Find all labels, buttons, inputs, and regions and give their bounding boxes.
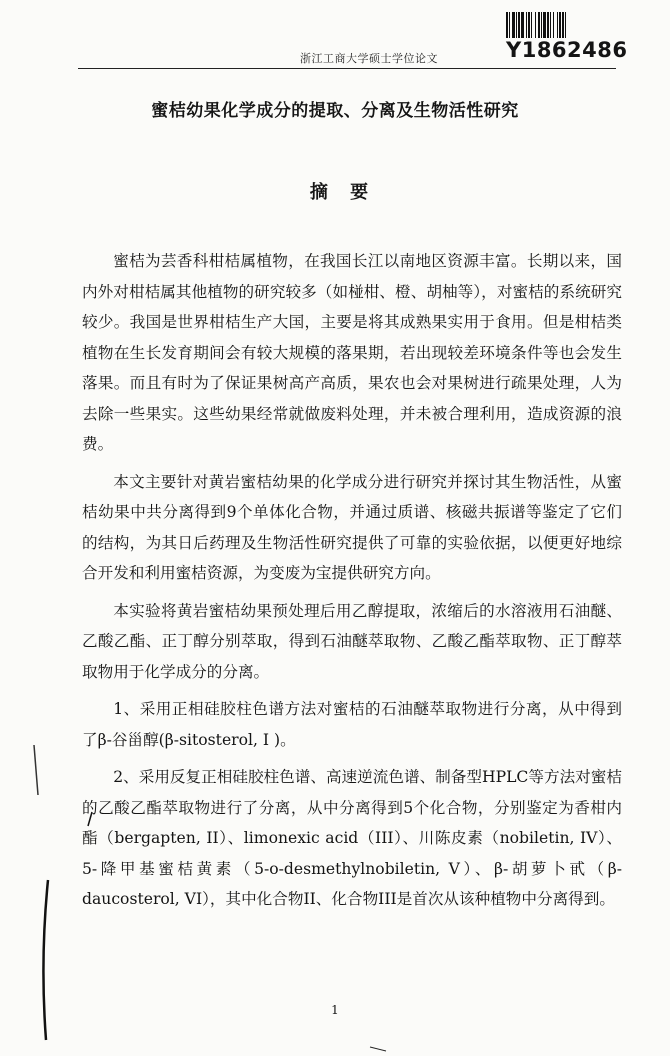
abstract-paragraph-3: 本实验将黄岩蜜桔幼果预处理后用乙醇提取，浓缩后的水溶液用石油醚、乙酸乙酯、正丁醇分别萃取，得到石油醚萃取物、乙酸乙酯萃取物、正丁醇萃取物用于化学成分的分离。 bbox=[82, 601, 622, 681]
abstract-heading: 摘 要 bbox=[309, 182, 377, 203]
abstract-paragraph-2: 本文主要针对黄岩蜜桔幼果的化学成分进行研究并探讨其生物活性，从蜜桔幼果中共分离得到9个单体化合物，并通过质谱、核磁共振谱等鉴定了它们的结构，为其日后药理及生物活性研究提供了可靠的实验依据，以便更好地综合开发和利用蜜桔资源，为变废为宝提供研究方向。 bbox=[82, 472, 622, 582]
page-number: 1 bbox=[331, 1003, 339, 1017]
header-school-name: 浙江工商大学硕士学位论文 bbox=[300, 52, 438, 65]
barcode-number: Y1862486 bbox=[506, 38, 628, 62]
abstract-paragraph-1: 蜜桔为芸香科柑桔属植物，在我国长江以南地区资源丰富。长期以来，国内外对柑桔属其他植物的研究较多（如椪柑、橙、胡柚等），对蜜桔的系统研究较少。我国是世界柑桔生产大国，主要是将其成熟果实用于食用。但是柑桔类植物在生长发育期间会有较大规模的落果期，若出现较差环境条件等也会发生落果。而且有时为了保证果树高产高质，果农也会对果树进行疏果处理，人为去除一些果实。这些幼果经常就做废料处理，并未被合理利用，造成资源的浪费。 bbox=[82, 252, 622, 453]
thesis-title: 蜜桔幼果化学成分的提取、分离及生物活性研究 bbox=[151, 101, 519, 121]
abstract-paragraph-5: 2、采用反复正相硅胶柱色谱、高速逆流色谱、制备型HPLC等方法对蜜桔的乙酸乙酯萃取物进行了分离，从中分离得到5个化合物，分别鉴定为香柑内酯（bergapten, II）、limonexic acid（III）、川陈皮素（nobiletin, IV）、5-降甲基蜜桔黄素（5-o-desmethylnobiletin, V）、β-胡萝卜甙（β-daucosterol, VI），其中化合物II、化合物III是首次从该种植物中分离得到。 bbox=[82, 768, 622, 908]
abstract-paragraph-4: 1、采用正相硅胶柱色谱方法对蜜桔的石油醚萃取物进行分离，从中得到了β-谷甾醇(β-sitosterol, I )。 bbox=[82, 700, 622, 749]
